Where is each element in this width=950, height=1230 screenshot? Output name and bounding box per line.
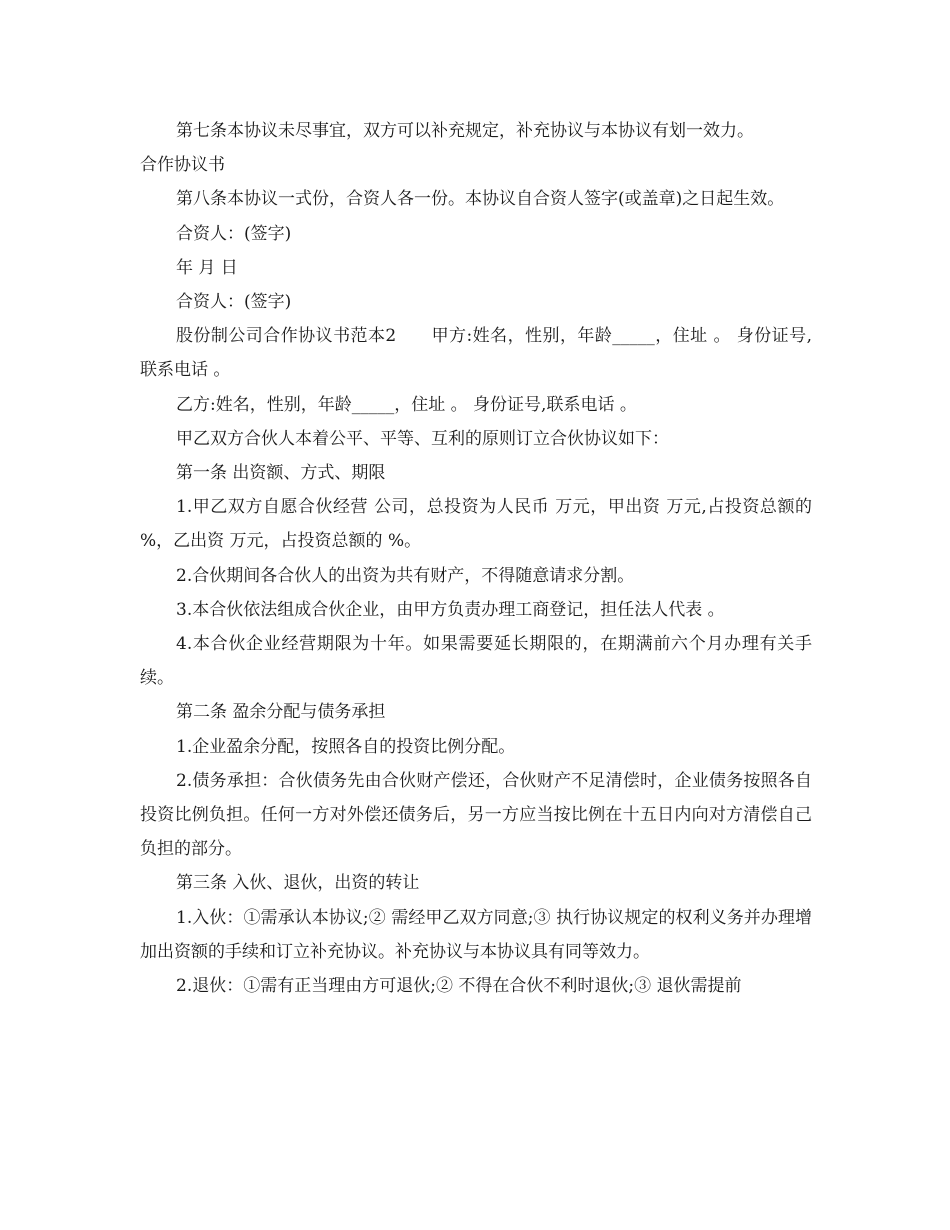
clause-3-1: 1.入伙：①需承认本协议;② 需经甲乙双方同意;③ 执行协议规定的权利义务并办理增加出资额的手续和订立补充协议。补充协议与本协议具有同等效力。 [140,907,812,962]
clause-1-3: 3.本合伙依法组成合伙企业，由甲方负责办理工商登记，担任法人代表 。 [176,599,725,620]
signature-line-2: 合资人：(签字) [176,292,292,313]
paragraph-article-7: 第七条本协议未尽事宜，双方可以补充规定，补充协议与本协议有划一效力。 [176,121,754,141]
paragraph-article-8: 第八条本协议一式份，合资人各一份。本协议自合资人签字(或盖章)之日起生效。 [176,189,785,210]
clause-2-2: 2.债务承担：合伙债务先由合伙财产偿还，合伙财产不足清偿时，企业债务按照各自投资比例负担。任何一方对外偿还债务后，另一方应当按比例在十五日内向对方清偿自己负担的部分。 [140,770,812,860]
clause-1-2: 2.合伙期间各合伙人的出资为共有财产，不得随意请求分割。 [176,565,635,586]
clause-1-4: 4.本合伙企业经营期限为十年。如果需要延长期限的，在期满前六个月办理有关手续。 [140,634,812,689]
document-body [140,114,818,1003]
date-line: 年 月 日 [176,257,238,278]
clause-2-1: 1.企业盈余分配，按照各自的投资比例分配。 [176,736,516,757]
heading-article-3: 第三条 入伙、退伙，出资的转让 [176,873,420,894]
clause-3-2: 2.退伙：①需有正当理由方可退伙;② 不得在合伙不利时退伙;③ 退伙需提前 [176,976,742,997]
paragraph-preamble: 甲乙双方合伙人本着公平、平等、互利的原则订立合伙协议如下： [176,428,669,449]
heading-article-1: 第一条 出资额、方式、期限 [176,463,386,484]
heading-article-2: 第二条 盈余分配与债务承担 [176,702,386,723]
paragraph-party-a: 股份制公司合作协议书范本2 甲方:姓名，性别，年龄_____，住址 。 身份证号,联系电话 。 [140,326,812,381]
signature-line-1: 合资人：(签字) [176,223,292,244]
paragraph-title: 合作协议书 [140,155,225,176]
paragraph-party-b: 乙方:姓名，性别，年龄_____，住址 。 身份证号,联系电话 。 [176,394,637,415]
clause-1-1: 1.甲乙双方自愿合伙经营 公司，总投资为人民币 万元，甲出资 万元,占投资总额的 %，乙出资 万元，占投资总额的 %。 [140,497,818,552]
